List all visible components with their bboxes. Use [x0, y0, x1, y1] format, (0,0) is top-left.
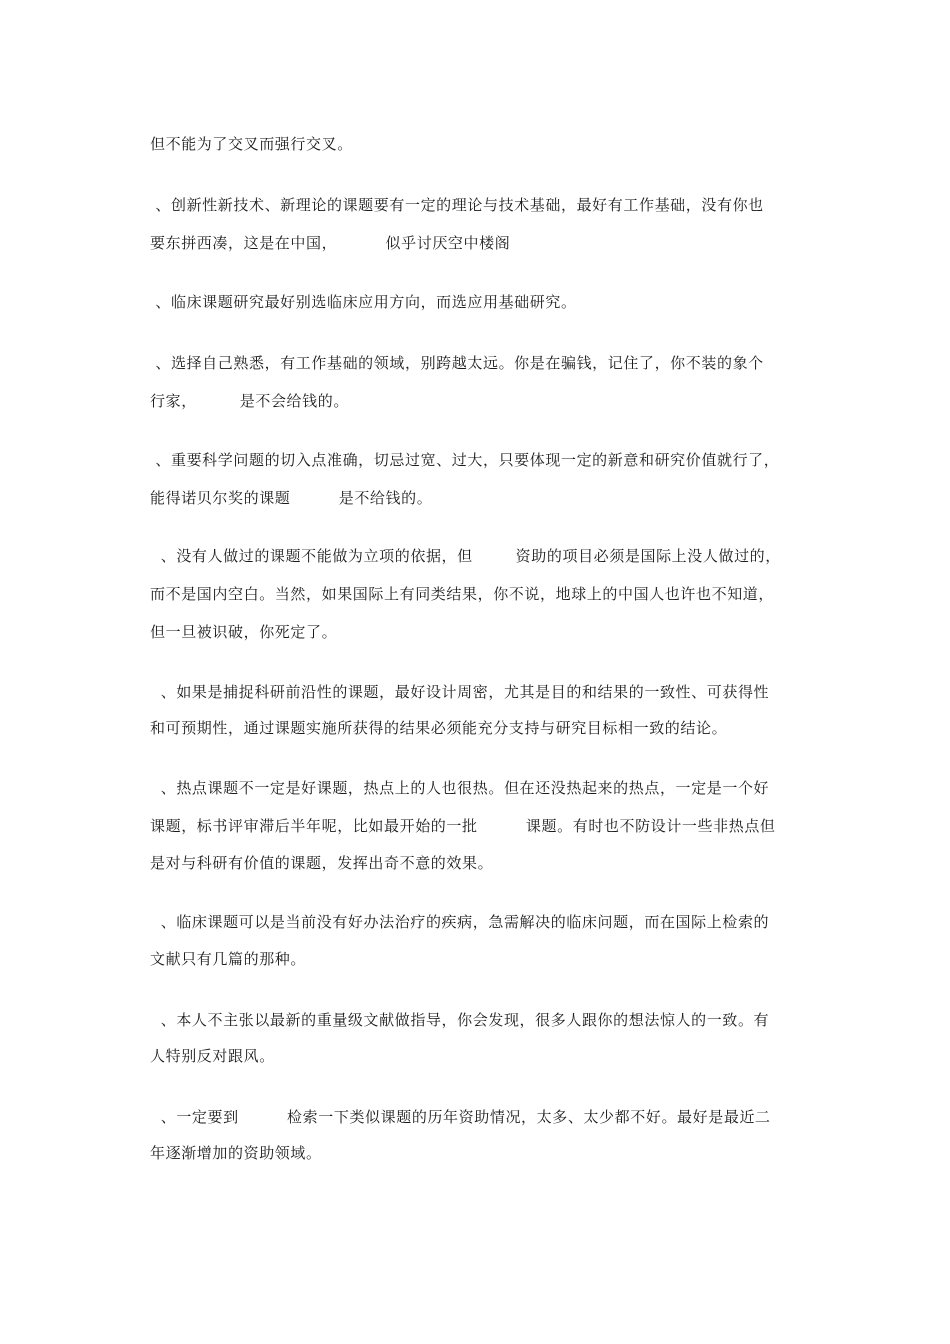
paragraph-line: 、创新性新技术、新理论的课题要有一定的理论与技术基础，最好有工作基础，没有你也 [150, 196, 764, 214]
paragraph-line: 、重要科学问题的切入点准确，切忌过宽、过大，只要体现一定的新意和研究价值就行了， [150, 451, 780, 469]
paragraph-line: 、没有人做过的课题不能做为立项的依据，但 资助的项目必须是国际上没人做过的， [150, 547, 781, 565]
paragraph-line: 课题，标书评审滞后半年呢，比如最开始的一批 课题。有时也不防设计一些非热点但 [150, 817, 776, 835]
paragraph-line: 年逐渐增加的资助领域。 [150, 1144, 322, 1162]
paragraph-line: 但不能为了交叉而强行交叉。 [150, 135, 353, 153]
paragraph-line: 、临床课题可以是当前没有好办法治疗的疾病，急需解决的临床问题，而在国际上检索的 [150, 913, 770, 931]
paragraph-line: 、选择自己熟悉，有工作基础的领域，别跨越太远。你是在骗钱，记住了，你不装的象个 [150, 354, 764, 372]
paragraph-line: 是对与科研有价值的课题，发挥出奇不意的效果。 [150, 854, 494, 872]
paragraph-line: 但一旦被识破，你死定了。 [150, 623, 338, 641]
paragraph-line: 能得诺贝尔奖的课题 是不给钱的。 [150, 489, 433, 507]
paragraph-line: 行家， 是不会给钱的。 [150, 392, 349, 410]
paragraph-line: 要东拼西凑，这是在中国， 似乎讨厌空中楼阁 [150, 234, 511, 252]
paragraph-line: 和可预期性，通过课题实施所获得的结果必须能充分支持与研究目标相一致的结论。 [150, 719, 728, 737]
paragraph-line: 、本人不主张以最新的重量级文献做指导，你会发现，很多人跟你的想法惊人的一致。有 [150, 1011, 770, 1029]
paragraph-line: 、热点课题不一定是好课题，热点上的人也很热。但在还没热起来的热点，一定是一个好 [150, 779, 770, 797]
paragraph-line: 人特别反对跟风。 [150, 1047, 275, 1065]
paragraph-line: 、如果是捕捉科研前沿性的课题，最好设计周密，尤其是目的和结果的一致性、可获得性 [150, 683, 770, 701]
paragraph-line: 而不是国内空白。当然，如果国际上有同类结果，你不说，地球上的中国人也许也不知道， [150, 585, 775, 603]
paragraph-line: 、临床课题研究最好别选临床应用方向，而选应用基础研究。 [150, 293, 577, 311]
paragraph-line: 、一定要到 检索一下类似课题的历年资助情况，太多、太少都不好。最好是最近二 [150, 1108, 771, 1126]
paragraph-line: 文献只有几篇的那种。 [150, 950, 307, 968]
